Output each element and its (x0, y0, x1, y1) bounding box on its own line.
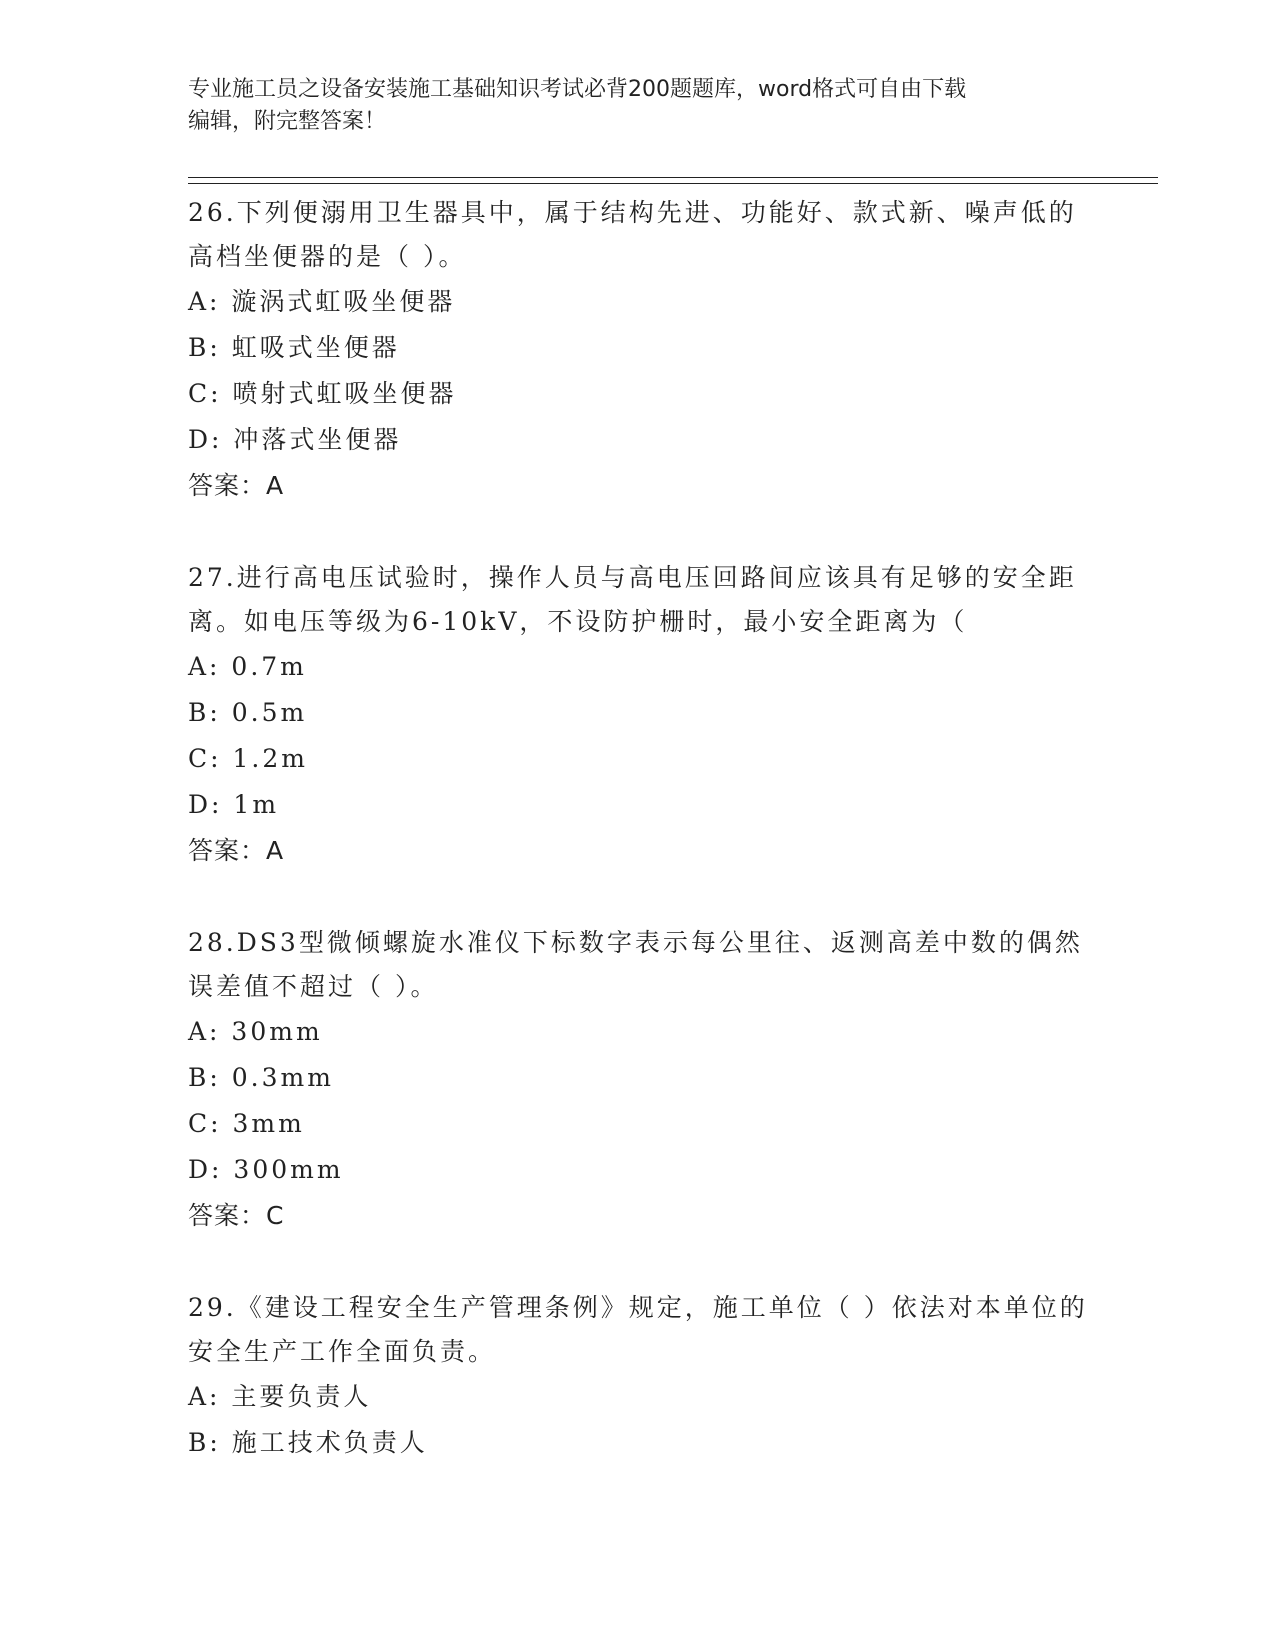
document-header (188, 74, 1088, 138)
option-d: D: 冲落式坐便器 (188, 425, 402, 454)
option-a: A: 漩涡式虹吸坐便器 (188, 287, 456, 316)
option-d: D: 300mm (188, 1155, 344, 1184)
question-28 (188, 918, 1088, 1239)
option-d: D: 1m (188, 790, 280, 819)
option-c: C: 1.2m (188, 744, 308, 773)
question-stem: 26.下列便溺用卫生器具中，属于结构先进、功能好、款式新、噪声低的高档坐便器的是（ ）。 (188, 198, 1077, 271)
option-c: C: 喷射式虹吸坐便器 (188, 379, 457, 408)
question-spacer (188, 874, 1088, 918)
header-divider-top (188, 177, 1158, 178)
option-a: A: 0.7m (188, 652, 307, 681)
option-c: C: 3mm (188, 1109, 305, 1138)
question-spacer (188, 509, 1088, 553)
header-divider-bottom (188, 183, 1158, 184)
answer-line: 答案：A (188, 836, 285, 865)
question-list (188, 188, 1088, 1466)
option-b: B: 0.5m (188, 698, 308, 727)
option-a: A: 主要负责人 (188, 1382, 372, 1411)
option-b: B: 施工技术负责人 (188, 1428, 428, 1457)
question-27 (188, 553, 1088, 874)
question-stem: 29.《建设工程安全生产管理条例》规定，施工单位（ ）依法对本单位的安全生产工作全面负责。 (188, 1293, 1088, 1366)
question-26 (188, 188, 1088, 509)
header-title-line2: 编辑，附完整答案！ (188, 109, 387, 134)
header-title-line1: 专业施工员之设备安装施工基础知识考试必背200题题库，word格式可自由下载 (188, 77, 967, 102)
question-stem: 28.DS3型微倾螺旋水准仪下标数字表示每公里往、返测高差中数的偶然误差值不超过（ ）。 (188, 928, 1083, 1001)
option-a: A: 30mm (188, 1017, 323, 1046)
answer-line: 答案：C (188, 1201, 285, 1230)
question-spacer (188, 1239, 1088, 1283)
answer-line: 答案：A (188, 471, 285, 500)
question-29 (188, 1283, 1088, 1466)
option-b: B: 0.3mm (188, 1063, 334, 1092)
option-b: B: 虹吸式坐便器 (188, 333, 400, 362)
question-stem: 27.进行高电压试验时，操作人员与高电压回路间应该具有足够的安全距离。如电压等级为6-10kV，不设防护栅时，最小安全距离为（ (188, 563, 1077, 636)
